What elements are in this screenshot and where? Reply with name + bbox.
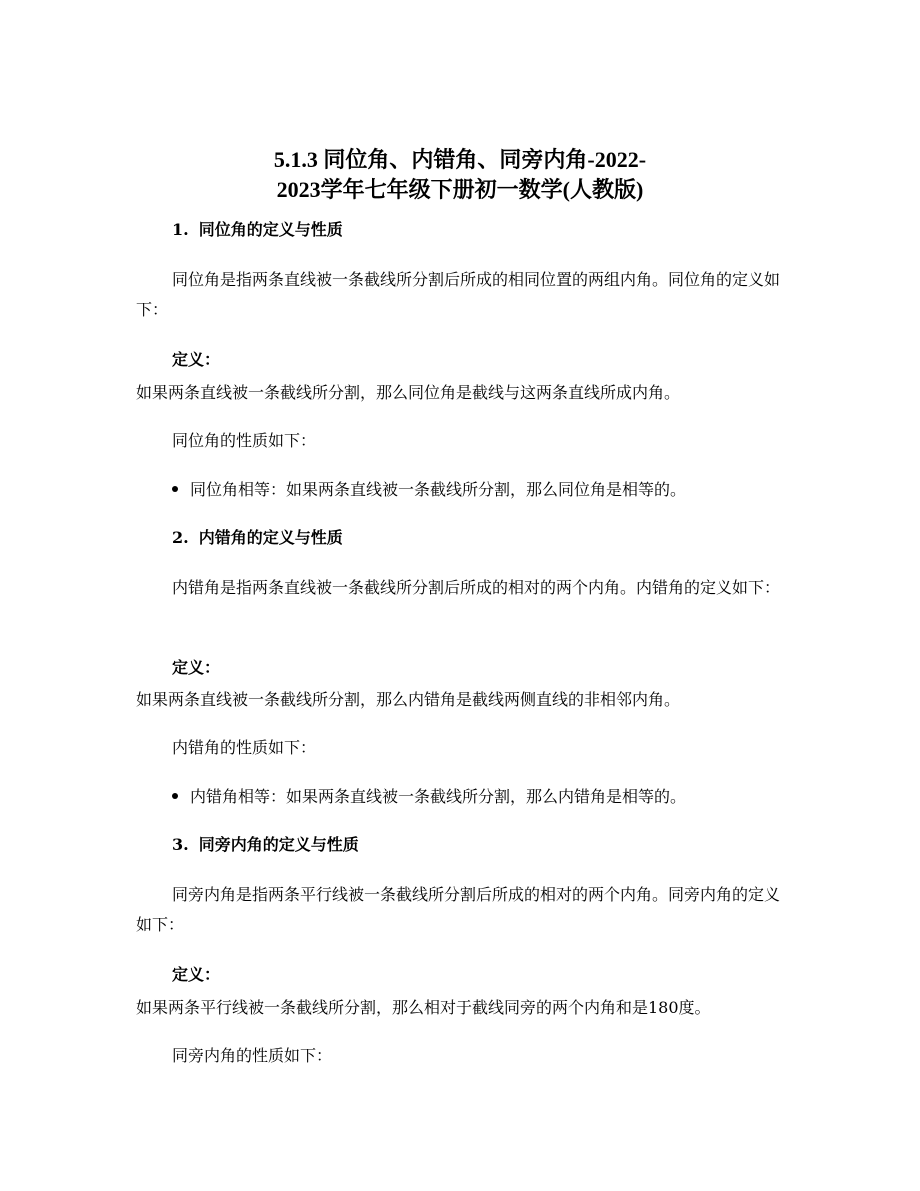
section-1-number: 1. [172,220,189,239]
section-3-property-intro: 同旁内角的性质如下： [172,1046,333,1065]
section-2-heading [172,527,343,549]
section-3-title: 同旁内角的定义与性质 [198,835,359,854]
section-2-definition-label: 定义： [172,658,221,677]
section-2-title: 内错角的定义与性质 [198,528,343,547]
section-1-definition-label: 定义： [172,350,221,369]
section-3-intro: 同旁内角是指两条平行线被一条截线所分割后所成的相对的两个内角。同旁内角的定义如下： [136,885,781,934]
section-1-definition-text: 如果两条直线被一条截线所分割，那么同位角是截线与这两条直线所成内角。 [136,383,681,402]
bullet-icon [172,793,178,799]
section-1-property-intro: 同位角的性质如下： [172,431,317,450]
page-title-line-2: 2023学年七年级下册初一数学(人教版) [276,177,644,202]
page-title-line-1: 5.1.3 同位角、内错角、同旁内角-2022- [273,147,647,172]
section-2-bullet-item [172,786,686,808]
section-1-bullet-item [172,479,686,501]
section-1-bullet-text: 同位角相等：如果两条直线被一条截线所分割，那么同位角是相等的。 [190,480,687,499]
section-3-number: 3. [172,835,189,854]
section-2-bullet-text: 内错角相等：如果两条直线被一条截线所分割，那么内错角是相等的。 [190,787,687,806]
section-3-definition-label: 定义： [172,965,221,984]
section-3-heading [172,834,359,856]
bullet-icon [172,486,178,492]
section-2-intro: 内错角是指两条直线被一条截线所分割后所成的相对的两个内角。内错角的定义如下： [172,578,781,597]
section-2-number: 2. [172,528,189,547]
section-1-title: 同位角的定义与性质 [198,220,343,239]
section-1-intro: 同位角是指两条直线被一条截线所分割后所成的相同位置的两组内角。同位角的定义如下： [136,270,781,319]
section-2-definition-text: 如果两条直线被一条截线所分割，那么内错角是截线两侧直线的非相邻内角。 [136,690,681,709]
section-2-property-intro: 内错角的性质如下： [172,738,317,757]
section-3-definition-text: 如果两条平行线被一条截线所分割，那么相对于截线同旁的两个内角和是180度。 [136,998,711,1017]
section-1-heading [172,219,343,241]
